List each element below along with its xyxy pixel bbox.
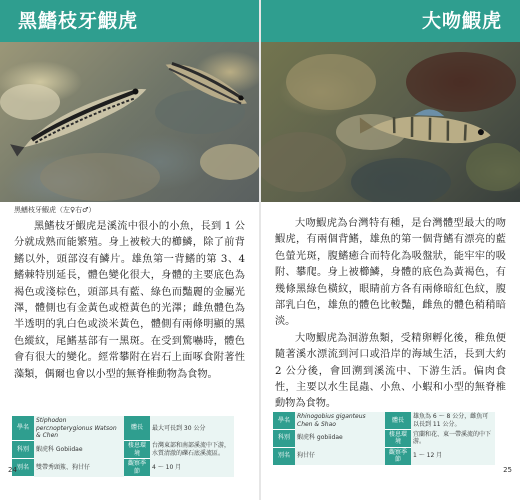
left-page: [0, 0, 259, 500]
right-description-1: 大吻鰕虎為台灣特有種，是台灣體型最大的吻鰕虎，有兩個背鰭，雄魚的第一個背鰭有漂亮的藍色螢光斑，腹鰭癒合而特化為吸盤狀，能牢牢的吸附、攀爬。身上被櫛鱗，身體的底色為黃褐色，有幾條黑綠色橫紋，眼睛前方各有兩條暗紅色紋，腹部乳白色，雄魚的體色比較豔，雌魚的體色稍稍暗淡。: [275, 218, 506, 328]
habitat-label: 棲息環境: [124, 441, 150, 459]
size-value: 最大可長到 30 公分: [150, 416, 234, 441]
alias-label: 別名: [12, 459, 34, 477]
scientific-name-label: 學名: [273, 412, 295, 429]
habitat-label: 棲息環境: [385, 429, 411, 447]
left-fish-photo: [0, 42, 259, 202]
right-page-title: 大吻鰕虎: [261, 0, 520, 42]
right-description-2: 大吻鰕虎為洄游魚類，受精卵孵化後，稚魚便隨著溪水漂流到河口或沿岸的海域生活，長到大約 2 公分後，會回溯到溪流中、下游生活。偏肉食性，主要以水生昆蟲、小魚、小蝦和小型的無脊椎動物為食物。: [275, 332, 506, 410]
left-description: 黑鰭枝牙鰕虎是溪流中很小的小魚，長到 1 公分就成熟而能繁殖。身上被較大的櫛鱗，除了前背鰭以外，頭部沒有鱗片。雄魚第一背鰭的第 3、4 鰭棘特別延長，體色變化很大，身體的主要底色為褐色或淺棕色，頭部具有藍、綠色而豔麗的金屬光澤，體側也有金黃色或橙黃色的光澤；雌魚體色為半透明的乳白色或淡米黃色，體側有兩條明顯的黑色縱紋，尾鰭基部有一黑斑。在受到驚嚇時，體色會有很大的變化。經常攀附在岩石上面啄食附著性藻類，偶爾也會以小型的無脊椎動物為食物。: [14, 221, 245, 380]
season-value: 1 ～ 12 月: [411, 447, 495, 465]
family-value: 鰕虎科 gobiidae: [295, 429, 385, 447]
right-fish-photo: [261, 42, 520, 202]
scientific-name-value: Rhinogobius giganteus Chen & Shao: [295, 412, 385, 429]
season-label: 觀察季節: [385, 447, 411, 465]
alias-value: 狗甘仔: [295, 447, 385, 465]
page-number-left: 24: [8, 466, 17, 474]
goby-illustration: [261, 42, 520, 202]
size-label: 體長: [124, 416, 150, 441]
photo-caption: 黑鰭枝牙鰕虎（左♀右♂）: [14, 206, 96, 214]
goby-pair-illustration: [0, 42, 259, 202]
page-number-right: 25: [503, 466, 512, 474]
alias-value: 雙帶秀頭鯊、狗甘仔: [34, 459, 124, 477]
habitat-value: 台灣東部和南部溪流中下游，水質清澈的礫石底溪流區。: [150, 441, 234, 459]
season-value: 4 ～ 10 月: [150, 459, 234, 477]
left-info-table: [12, 416, 234, 477]
size-label: 體長: [385, 412, 411, 429]
right-page: [261, 0, 520, 500]
size-value: 雄魚為 6 ～ 8 公分，雌魚可以長到 11 公分。: [411, 412, 495, 429]
family-value: 鰕虎科 Gobiidae: [34, 441, 124, 459]
alias-label: 別名: [273, 447, 295, 465]
family-label: 科別: [12, 441, 34, 459]
habitat-value: 宜蘭和花、東一帶溪流的中下游。: [411, 429, 495, 447]
left-page-title: 黑鰭枝牙鰕虎: [0, 0, 259, 42]
season-label: 觀察季節: [124, 459, 150, 477]
right-info-table: [273, 412, 495, 466]
scientific-name-label: 學名: [12, 416, 34, 441]
scientific-name-value: Stiphodon percnopterygionus Watson & Chen: [34, 416, 124, 441]
family-label: 科別: [273, 429, 295, 447]
